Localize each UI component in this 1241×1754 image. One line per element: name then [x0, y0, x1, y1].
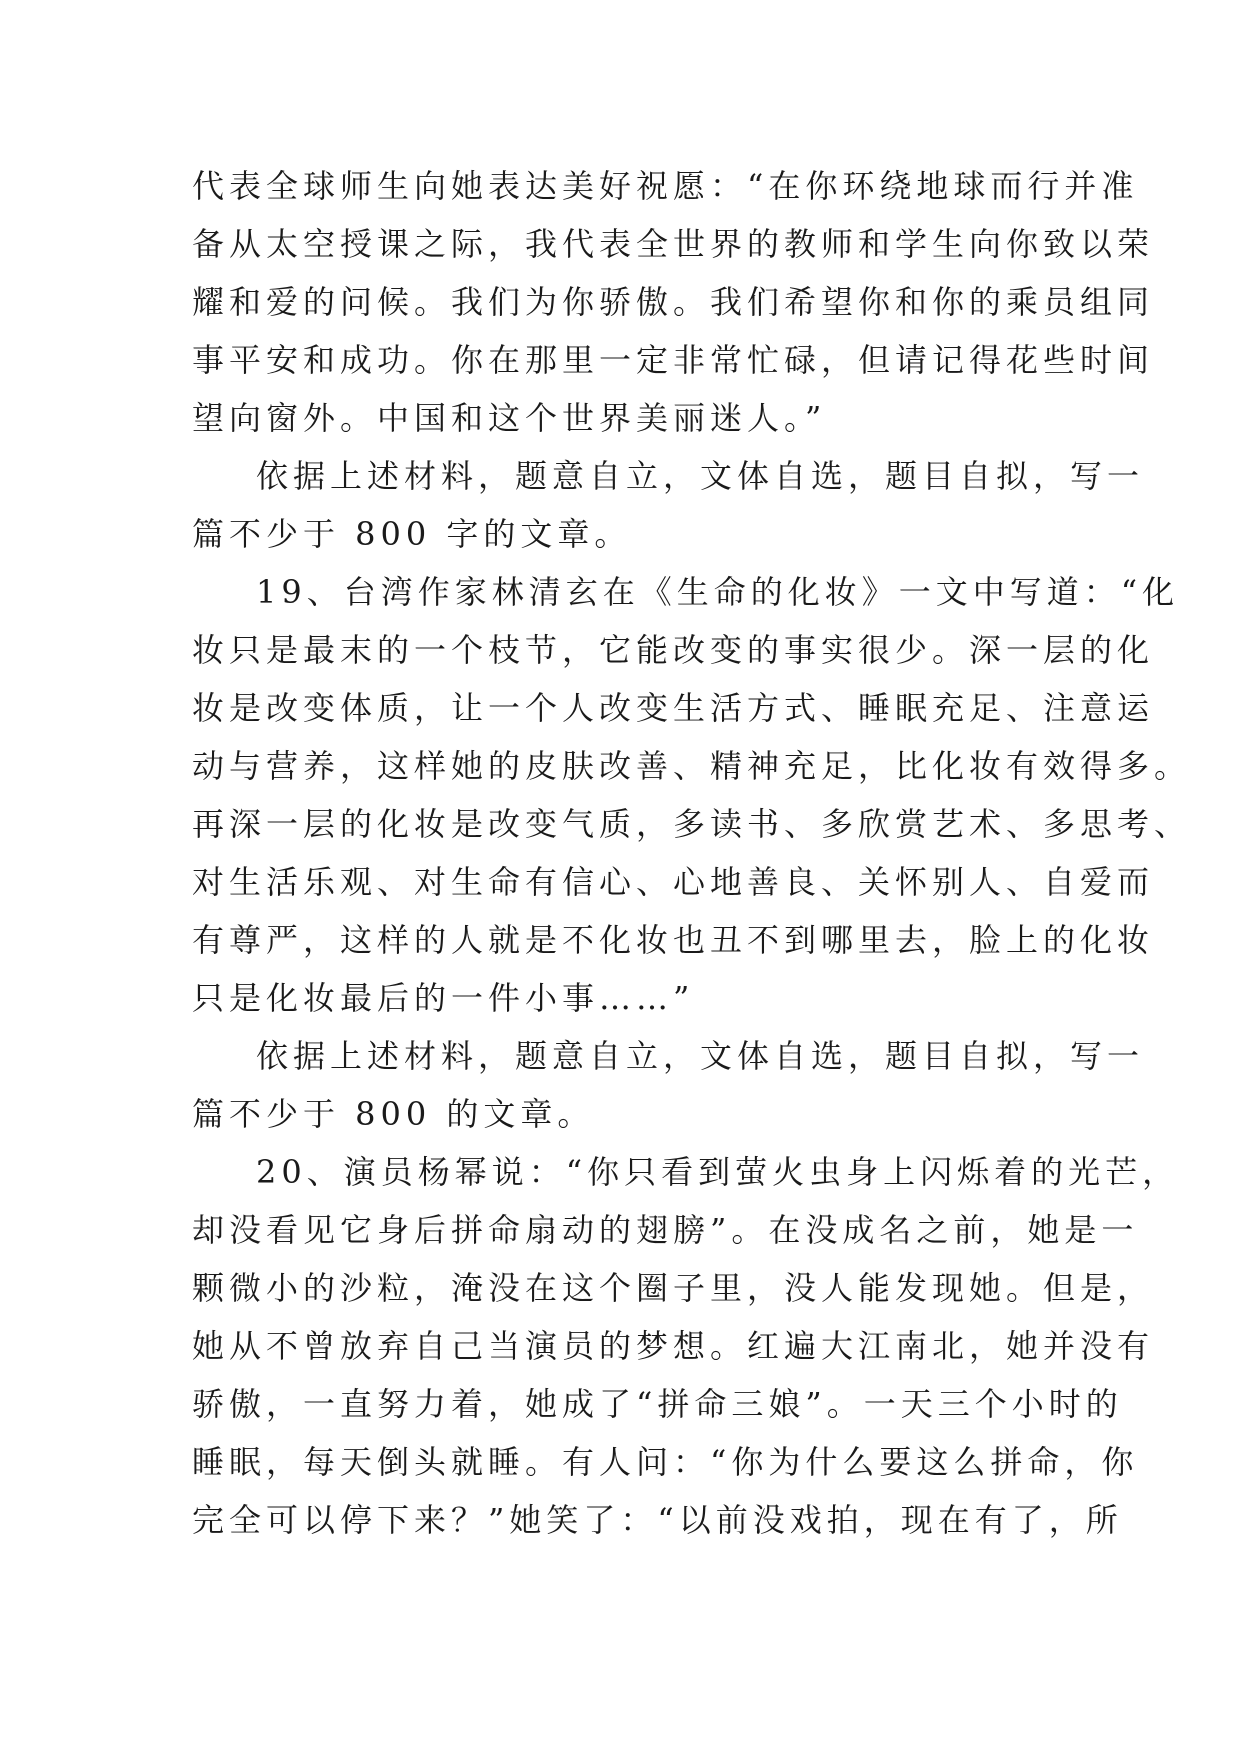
text-line: 有尊严，这样的人就是不化妆也丑不到哪里去，脸上的化妆: [192, 921, 1155, 959]
text-line: 动与营养，这样她的皮肤改善、精神充足，比化妆有效得多。: [192, 747, 1192, 785]
text-line: 依据上述材料，题意自立，文体自选，题目自拟，写一: [256, 1037, 1145, 1075]
text-line: 妆是改变体质，让一个人改变生活方式、睡眠充足、注意运: [192, 689, 1155, 727]
text-line: 代表全球师生向她表达美好祝愿：“在你环绕地球而行并准: [192, 167, 1139, 205]
text-line: 事平安和成功。你在那里一定非常忙碌，但请记得花些时间: [192, 341, 1155, 379]
text-line: 完全可以停下来？”她笑了：“以前没戏拍，现在有了，所: [192, 1501, 1123, 1539]
text-line: 她从不曾放弃自己当演员的梦想。红遍大江南北，她并没有: [192, 1327, 1155, 1365]
text-line: 望向窗外。中国和这个世界美丽迷人。”: [192, 399, 827, 437]
text-line: 再深一层的化妆是改变气质，多读书、多欣赏艺术、多思考、: [192, 805, 1192, 843]
paragraph-instruction-18: [192, 447, 1145, 563]
paragraph-instruction-19: [192, 1027, 1145, 1143]
text-line: 颗微小的沙粒，淹没在这个圈子里，没人能发现她。但是，: [192, 1269, 1155, 1307]
text-line: 骄傲，一直努力着，她成了“拼命三娘”。一天三个小时的: [192, 1385, 1123, 1423]
text-line: 只是化妆最后的一件小事……”: [192, 979, 695, 1017]
text-line: 耀和爱的问候。我们为你骄傲。我们希望你和你的乘员组同: [192, 283, 1155, 321]
text-line: 对生活乐观、对生命有信心、心地善良、关怀别人、自爱而: [192, 863, 1155, 901]
text-line: 篇不少于 800 字的文章。: [192, 515, 632, 553]
paragraph-quote-continuation: [192, 157, 1155, 447]
paragraph-prompt-19: [192, 563, 1192, 1027]
text-line: 依据上述材料，题意自立，文体自选，题目自拟，写一: [256, 457, 1145, 495]
text-line: 备从太空授课之际，我代表全世界的教师和学生向你致以荣: [192, 225, 1155, 263]
text-line: 20、演员杨幂说：“你只看到萤火虫身上闪烁着的光芒，: [256, 1153, 1180, 1191]
text-line: 睡眠，每天倒头就睡。有人问：“你为什么要这么拼命，你: [192, 1443, 1139, 1481]
document-body: [192, 157, 1192, 1549]
text-line: 篇不少于 800 的文章。: [192, 1095, 595, 1133]
text-line: 妆只是最末的一个枝节，它能改变的事实很少。深一层的化: [192, 631, 1155, 669]
text-line: 却没看见它身后拼命扇动的翅膀”。在没成名之前，她是一: [192, 1211, 1139, 1249]
text-line: 19、台湾作家林清玄在《生命的化妆》一文中写道：“化: [256, 573, 1180, 611]
paragraph-prompt-20: [192, 1143, 1180, 1549]
